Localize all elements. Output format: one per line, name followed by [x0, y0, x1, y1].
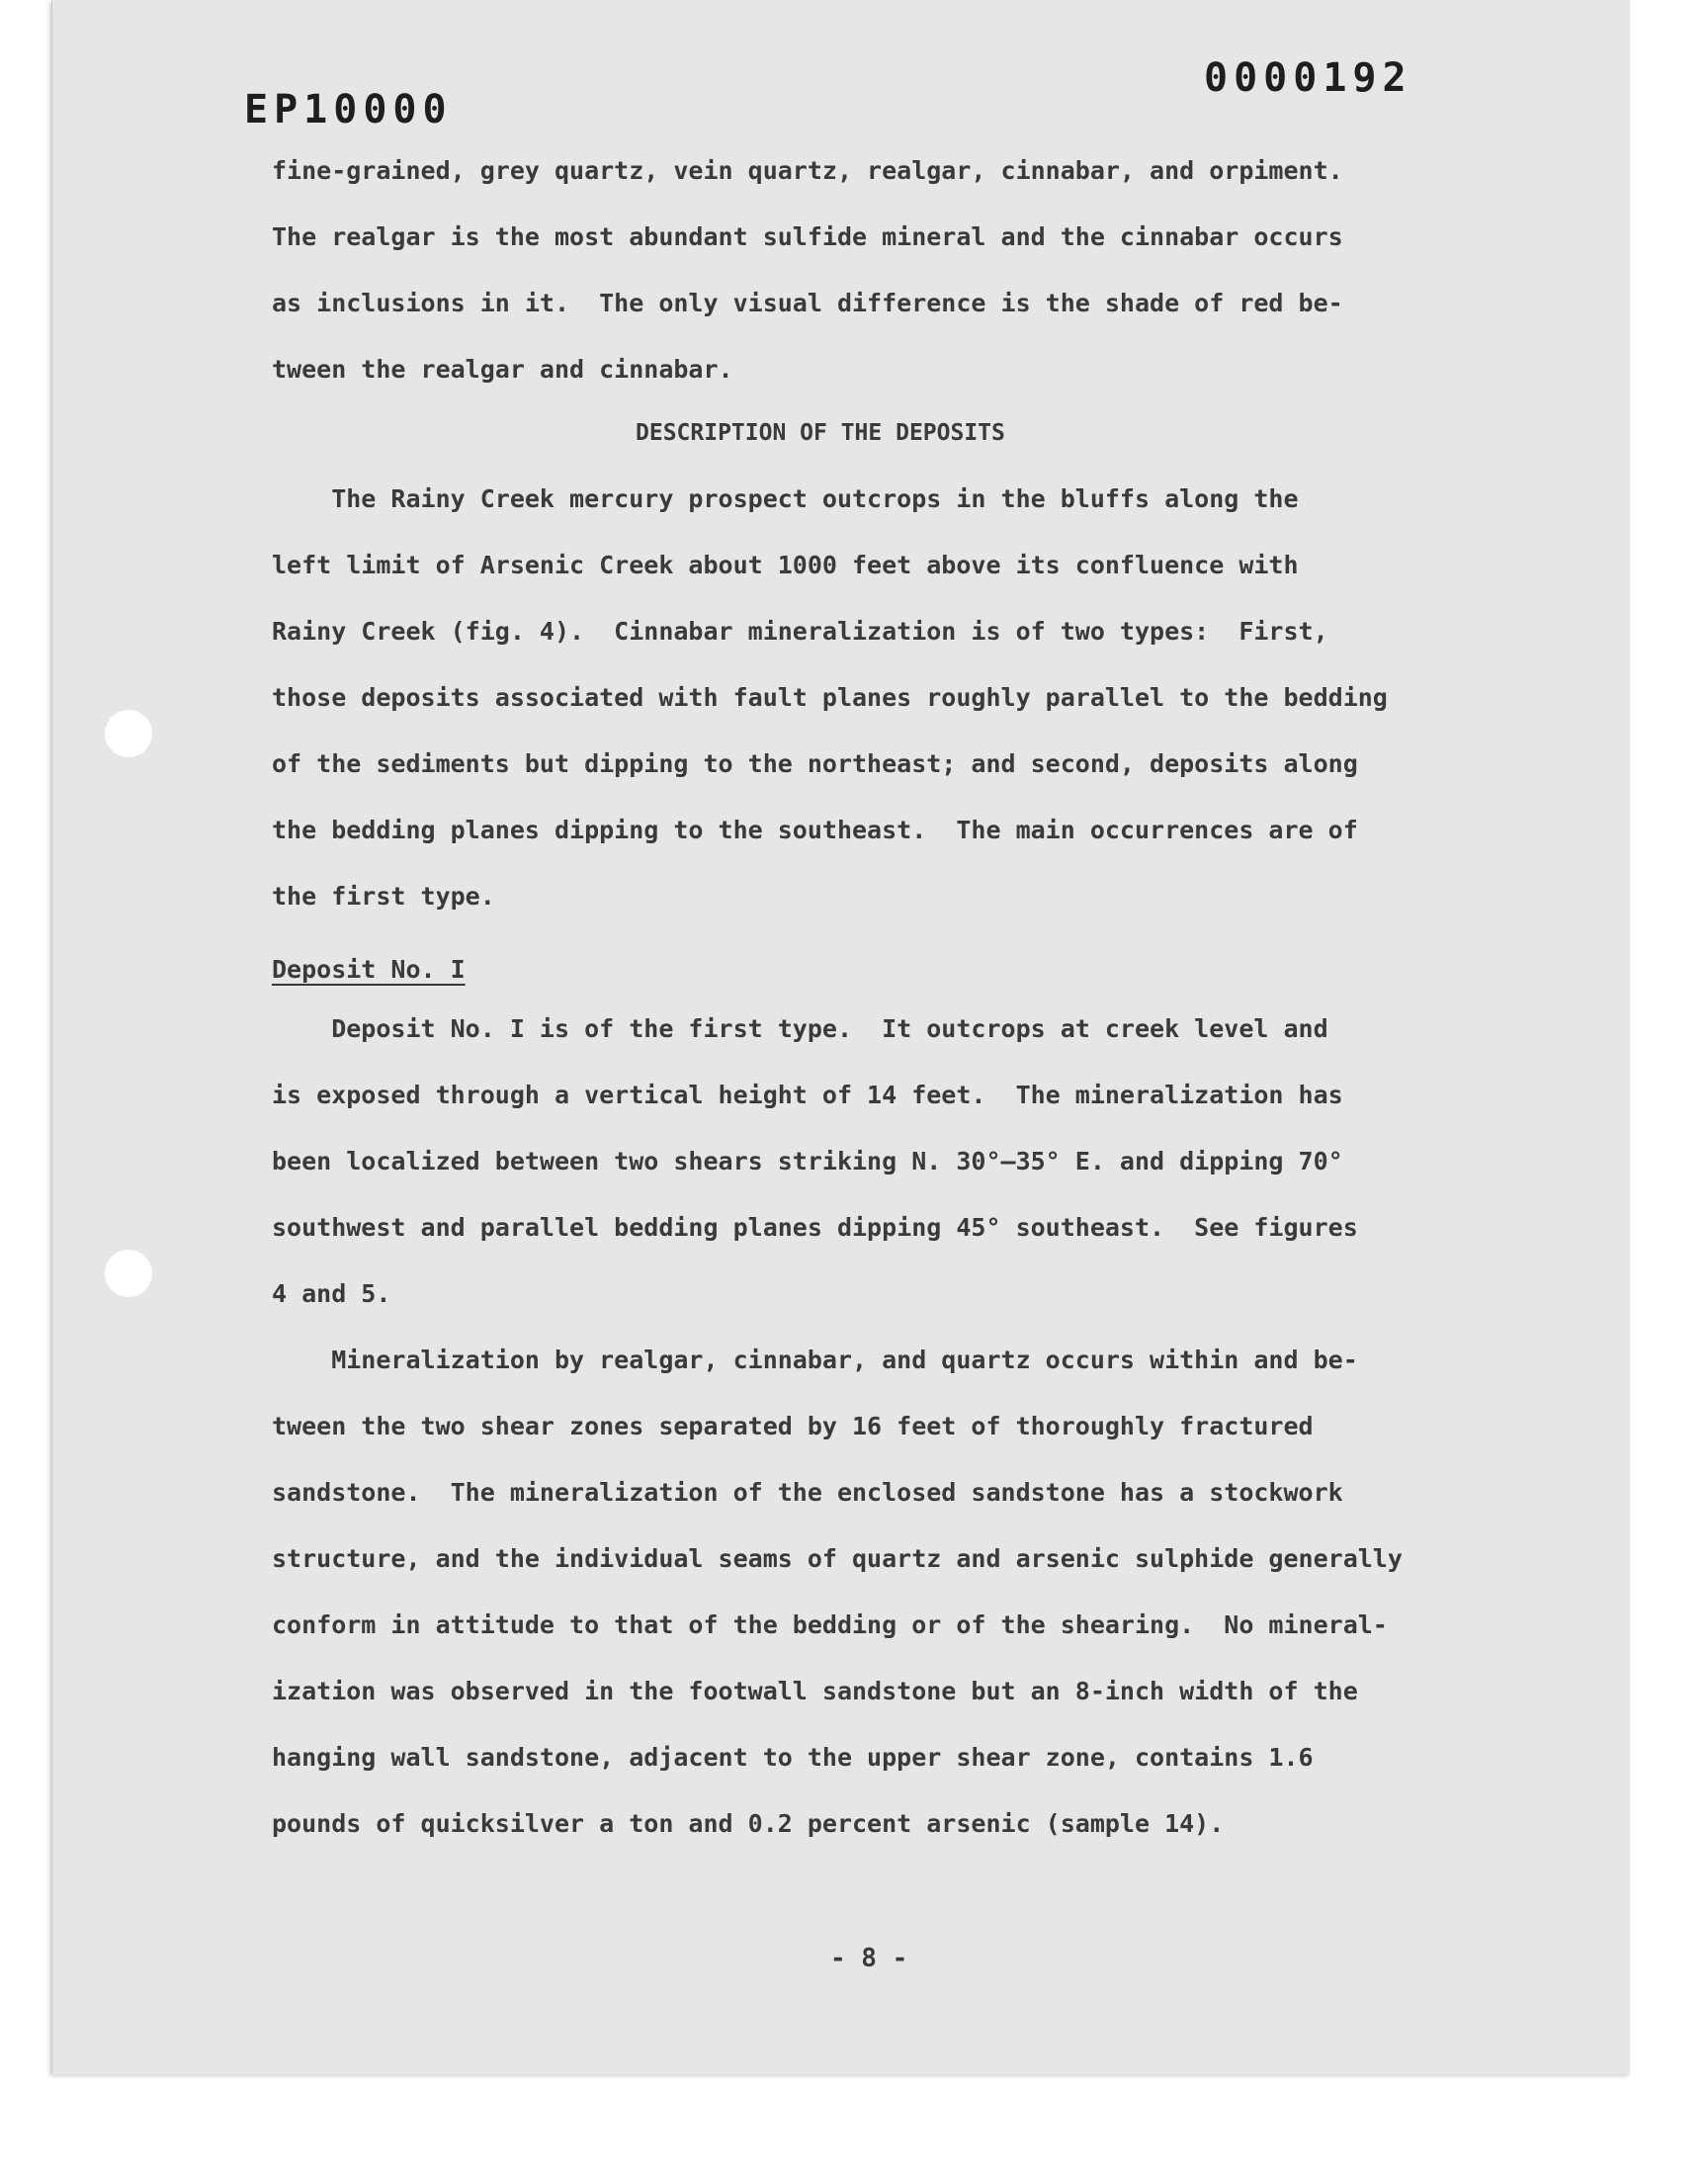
- text-line: the first type.: [272, 882, 495, 911]
- text-line: southwest and parallel bedding planes dipping 45° southeast. See figures: [272, 1213, 1358, 1242]
- text-line: Rainy Creek (fig. 4). Cinnabar mineralization is of two types: First,: [272, 617, 1328, 646]
- punch-hole-bottom: [105, 1250, 152, 1297]
- text-line: tween the realgar and cinnabar.: [272, 355, 733, 384]
- text-line: is exposed through a vertical height of 14 feet. The mineralization has: [272, 1081, 1343, 1109]
- section-title: DESCRIPTION OF THE DEPOSITS: [636, 420, 1005, 446]
- document-id-stamp: EP10000: [244, 87, 453, 132]
- text-line: ization was observed in the footwall sandstone but an 8-inch width of the: [272, 1677, 1358, 1705]
- text-line: as inclusions in it. The only visual difference is the shade of red be-: [272, 289, 1343, 317]
- page-number: - 8 -: [830, 1944, 908, 1973]
- punch-hole-top: [105, 710, 152, 757]
- text-line: tween the two shear zones separated by 16 feet of thoroughly fractured: [272, 1412, 1314, 1440]
- text-line: conform in attitude to that of the bedding or of the shearing. No mineral-: [272, 1610, 1388, 1639]
- text-line: left limit of Arsenic Creek about 1000 feet above its confluence with: [272, 551, 1299, 579]
- text-line: the bedding planes dipping to the southeast. The main occurrences are of: [272, 816, 1358, 844]
- text-line: fine-grained, grey quartz, vein quartz, realgar, cinnabar, and orpiment.: [272, 156, 1343, 185]
- text-line: pounds of quicksilver a ton and 0.2 percent arsenic (sample 14).: [272, 1809, 1225, 1838]
- text-line: The realgar is the most abundant sulfide mineral and the cinnabar occurs: [272, 222, 1343, 251]
- text-line: The Rainy Creek mercury prospect outcrops in the bluffs along the: [272, 484, 1299, 513]
- text-line: Mineralization by realgar, cinnabar, and quartz occurs within and be-: [272, 1346, 1358, 1374]
- subsection-heading: Deposit No. I: [272, 955, 466, 984]
- page-serial-stamp: 0000192: [1204, 55, 1412, 101]
- text-line: hanging wall sandstone, adjacent to the upper shear zone, contains 1.6: [272, 1743, 1314, 1772]
- text-line: sandstone. The mineralization of the enclosed sandstone has a stockwork: [272, 1478, 1343, 1507]
- text-line: been localized between two shears striking N. 30°—35° E. and dipping 70°: [272, 1147, 1343, 1175]
- text-line: of the sediments but dipping to the northeast; and second, deposits along: [272, 749, 1358, 778]
- text-line: 4 and 5.: [272, 1279, 391, 1308]
- text-line: those deposits associated with fault planes roughly parallel to the bedding: [272, 683, 1388, 712]
- text-line: structure, and the individual seams of quartz and arsenic sulphide generally: [272, 1544, 1403, 1573]
- text-line: Deposit No. I is of the first type. It outcrops at creek level and: [272, 1014, 1328, 1043]
